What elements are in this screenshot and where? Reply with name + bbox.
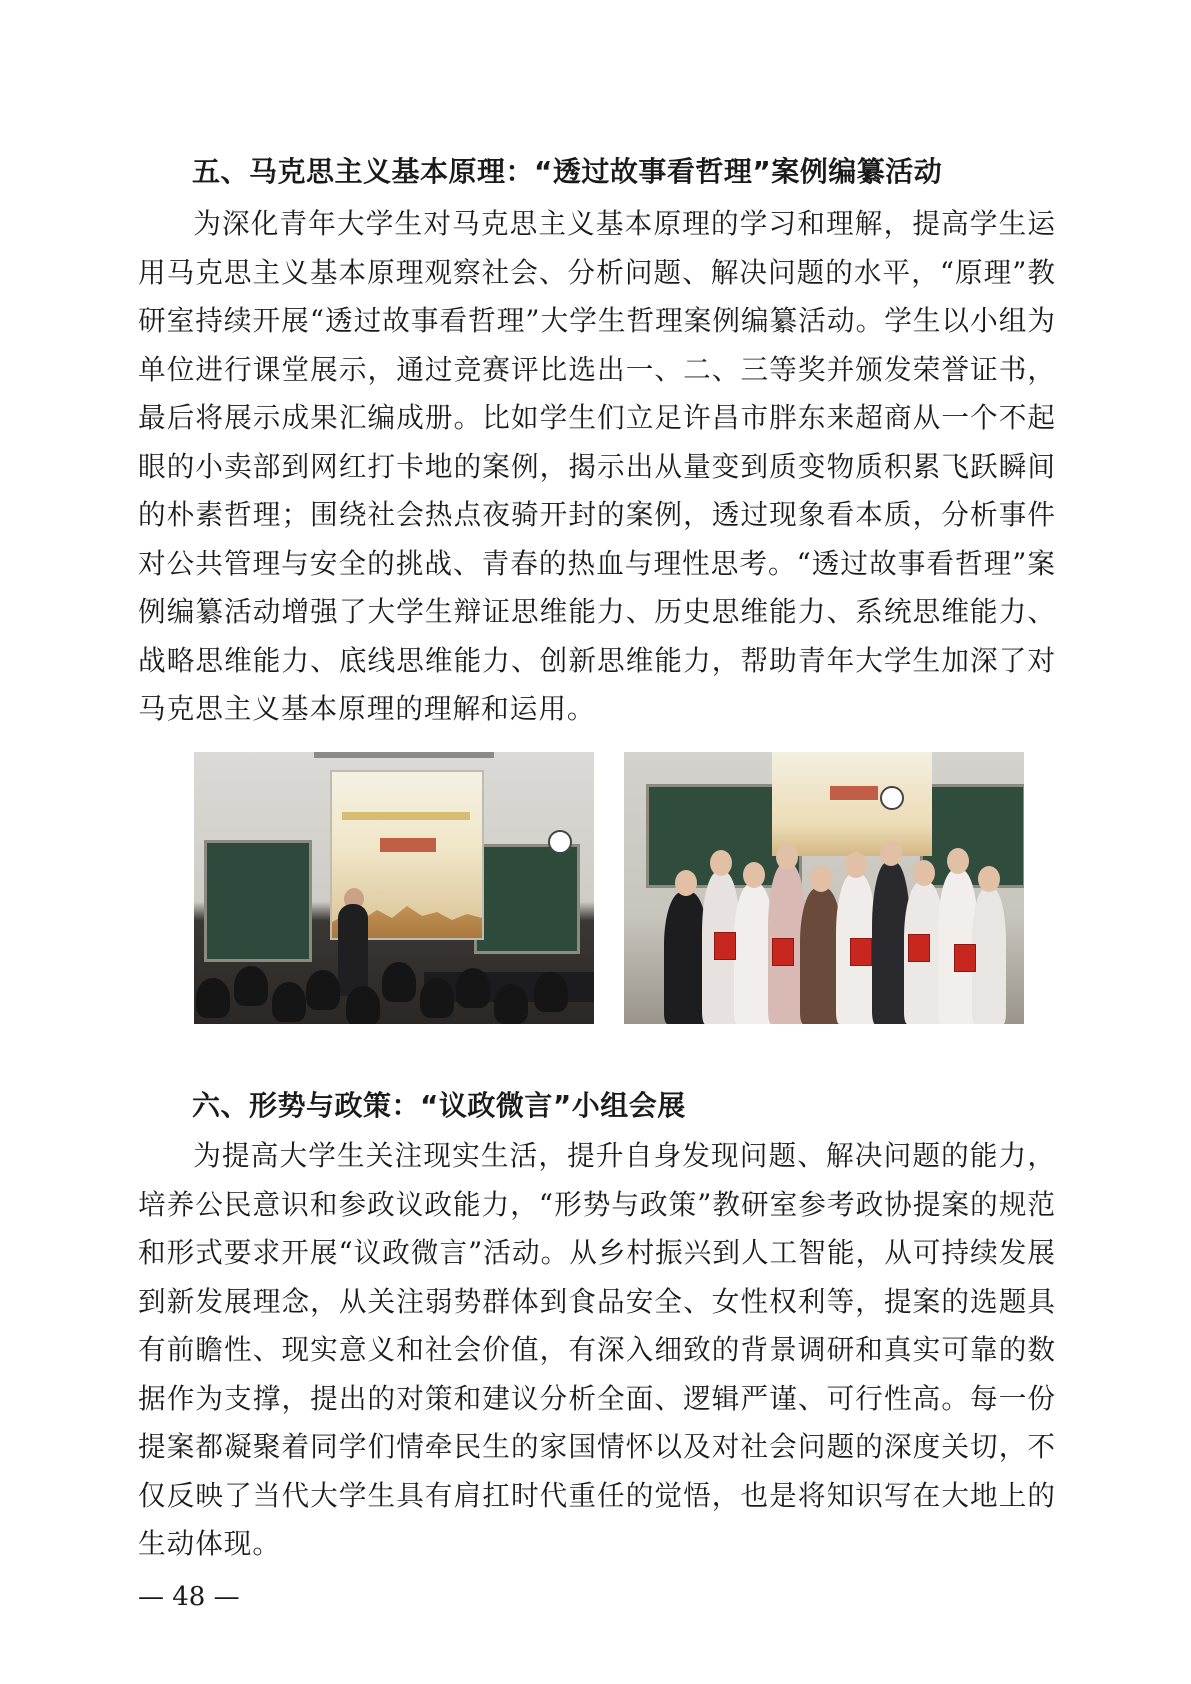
blackboard [474, 844, 580, 954]
blackboard [204, 840, 312, 962]
classroom-presentation-photo [194, 752, 594, 1024]
section-5-heading: 五、马克思主义基本原理：“透过故事看哲理”案例编纂活动 [192, 155, 943, 188]
section-6-paragraph: 为提高大学生关注现实生活，提升自身发现问题、解决问题的能力，培养公民意识和参政议政能力，“形势与政策”教研室参考政协提案的规范和形式要求开展“议政微言”活动。从乡村振兴到人工智能，从可持续发展到新发展理念，从关注弱势群体到食品安全、女性权利等，提案的选题具有前瞻性、现实意义和社会价值，有深入细致的背景调研和真实可靠的数据作为支撑，提出的对策和建议分析全面、逻辑严谨、可行性高。每一份提案都凝聚着同学们情牵民生的家国情怀以及对社会问题的深度关切，不仅反映了当代大学生具有肩扛时代重任的觉悟，也是将知识写在大地上的生动体现。 [138, 1139, 1056, 1560]
certificate-icon [714, 932, 736, 960]
certificate-icon [908, 934, 930, 962]
page-number: — 48 — [138, 1582, 240, 1612]
certificate-icon [772, 938, 794, 966]
section-6-heading: 六、形势与政策：“议政微言”小组会展 [192, 1089, 686, 1122]
clock-icon [880, 786, 904, 810]
certificate-icon [850, 938, 872, 966]
certificate-icon [954, 944, 976, 972]
award-ceremony-photo [624, 752, 1024, 1024]
blackboard [920, 784, 1024, 888]
projection-screen [772, 752, 932, 856]
clock-icon [548, 830, 572, 854]
section-5-paragraph: 为深化青年大学生对马克思主义基本原理的学习和理解，提高学生运用马克思主义基本原理观察社会、分析问题、解决问题的水平，“原理”教研室持续开展“透过故事看哲理”大学生哲理案例编纂活动。学生以小组为单位进行课堂展示，通过竞赛评比选出一、二、三等奖并颁发荣誉证书，最后将展示成果汇编成册。比如学生们立足许昌市胖东来超商从一个不起眼的小卖部到网红打卡地的案例，揭示出从量变到质变物质积累飞跃瞬间的朴素哲理；围绕社会热点夜骑开封的案例，透过现象看本质，分析事件对公共管理与安全的挑战、青春的热血与理性思考。“透过故事看哲理”案例编纂活动增强了大学生辩证思维能力、历史思维能力、系统思维能力、战略思维能力、底线思维能力、创新思维能力，帮助青年大学生加深了对马克思主义基本原理的理解和运用。 [138, 207, 1056, 725]
